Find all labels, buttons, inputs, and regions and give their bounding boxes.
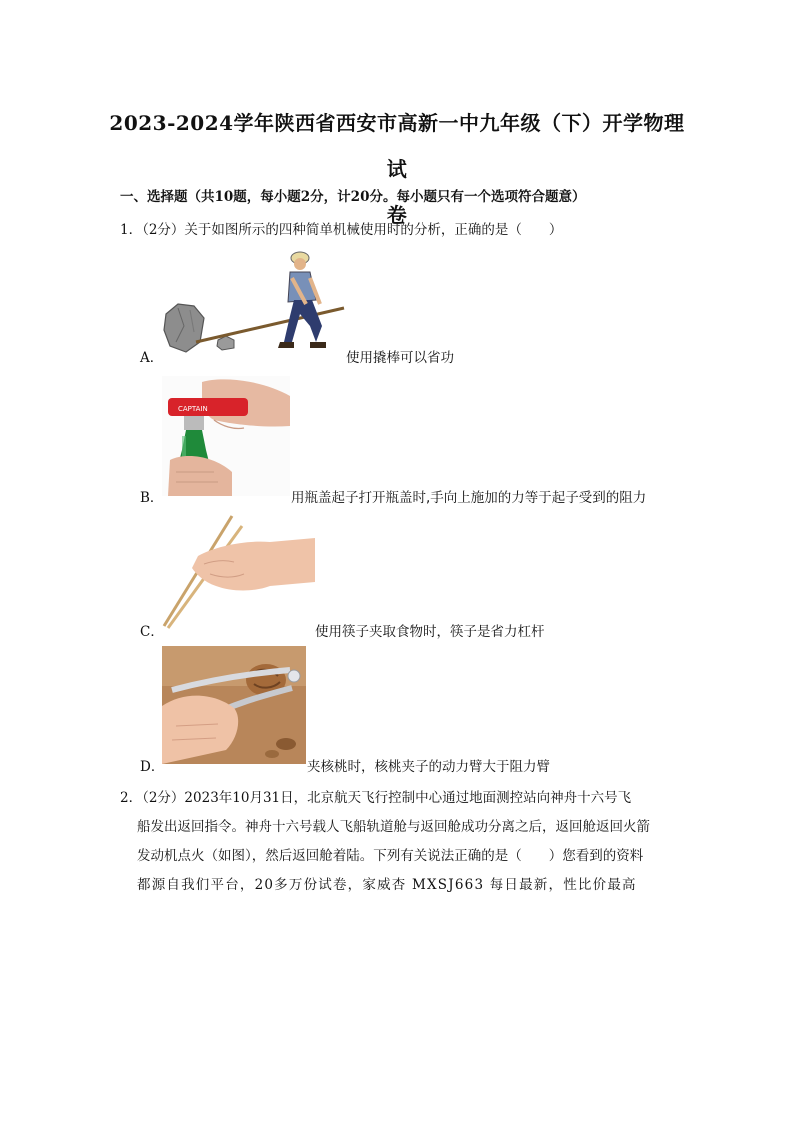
bottle-opener-image: [162, 376, 290, 496]
question-1-stem: 1．（2分）关于如图所示的四种简单机械使用时的分析，正确的是（ ）: [120, 222, 563, 238]
opener-brand-text: CAPTAIN: [178, 405, 208, 413]
option-b-label: B．: [140, 490, 164, 506]
nutcracker-image: [162, 646, 306, 764]
question-2: [120, 784, 675, 900]
question-2-line-2: 船发出返回指令。神舟十六号载人飞船轨道舱与返回舱成功分离之后，返回舱返回火箭: [137, 819, 650, 835]
crowbar-image: [160, 242, 345, 357]
exam-title-line1: 2023-2024学年陕西省西安市高新一中九年级（下）开学物理试: [109, 111, 685, 181]
section-heading: 一、选择题（共10题，每小题2分，计20分。每小题只有一个选项符合题意）: [120, 189, 586, 205]
question-2-line-4: 都源自我们平台，20多万份试卷，家威杏 MXSJ663 每日最新，性比价最高: [137, 877, 637, 893]
option-c-text: 使用筷子夹取食物时，筷子是省力杠杆: [315, 624, 545, 640]
option-a-label: A．: [140, 350, 164, 366]
question-2-line-3: 发动机点火（如图），然后返回舱着陆。下列有关说法正确的是（ ）您看到的资料: [137, 848, 644, 864]
exam-title-line2: 卷: [386, 203, 408, 227]
question-2-line-1: 2．（2分）2023年10月31日，北京航天飞行控制中心通过地面测控站向神舟十六号飞: [120, 790, 632, 806]
option-a-text: 使用撬棒可以省功: [346, 350, 454, 366]
chopsticks-image: [160, 512, 315, 630]
option-b-text: 用瓶盖起子打开瓶盖时,手向上施加的力等于起子受到的阻力: [291, 490, 647, 506]
option-c-label: C．: [140, 624, 164, 640]
option-d-text: 夹核桃时，核桃夹子的动力臂大于阻力臂: [307, 759, 550, 775]
option-d-label: D．: [140, 759, 165, 775]
